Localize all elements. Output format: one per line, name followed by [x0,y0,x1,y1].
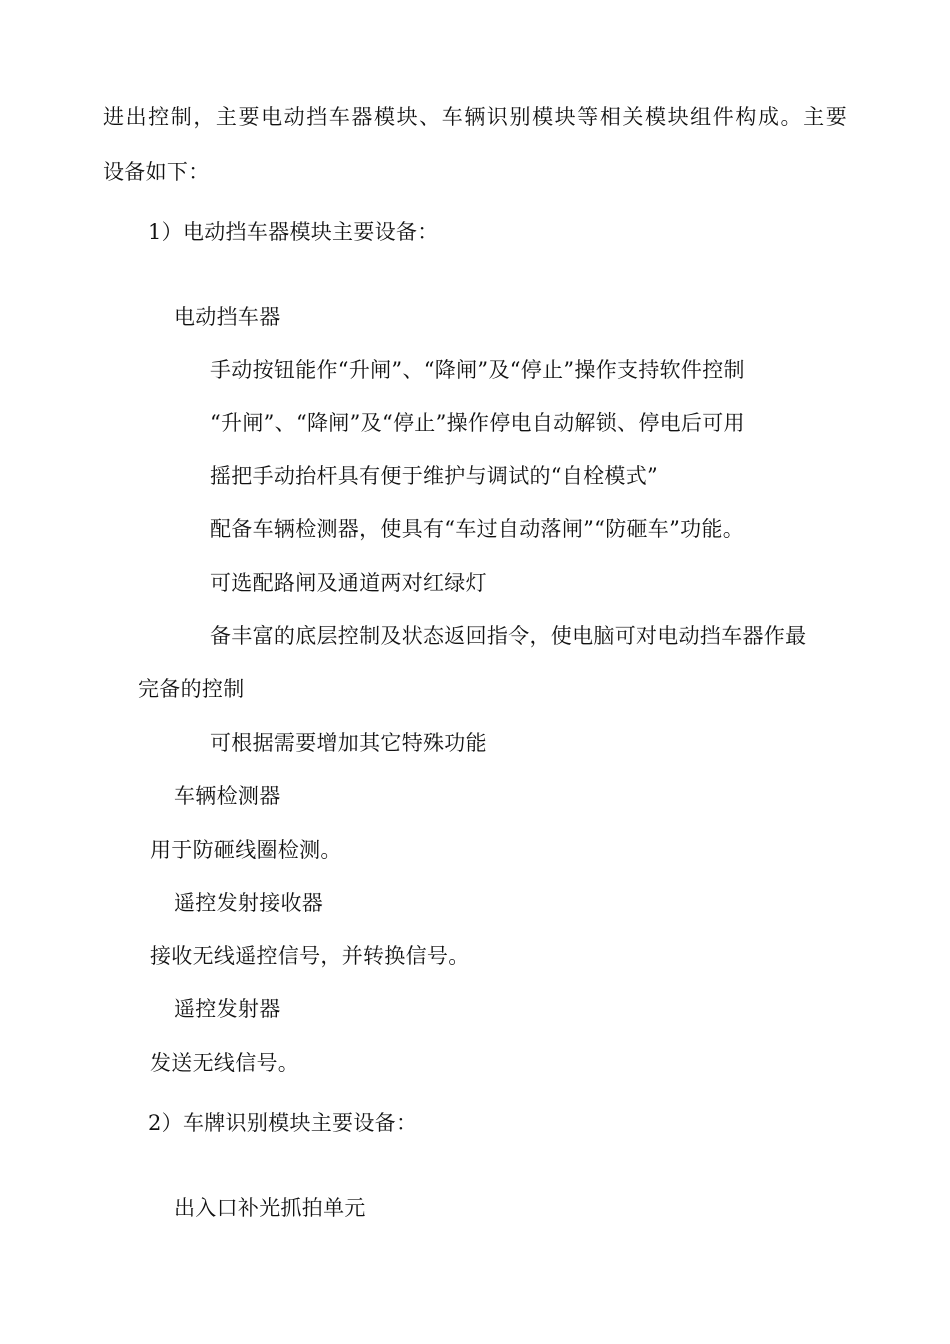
barrier-feature-5: 可选配路闸及通道两对红绿灯 [210,571,487,595]
detector-desc: 用于防砸线圈检测。 [150,838,342,862]
intro-line-1: 进出控制，主要电动挡车器模块、车辆识别模块等相关模块组件构成。主要 [103,105,847,129]
barrier-feature-1: 手动按钮能作“升闸”、“降闸”及“停止”操作支持软件控制 [210,358,745,382]
device-title-barrier: 电动挡车器 [174,305,281,329]
barrier-feature-7: 可根据需要增加其它特殊功能 [210,731,487,755]
barrier-feature-6: 备丰富的底层控制及状态返回指令，使电脑可对电动挡车器作最 [210,624,807,648]
barrier-feature-6-cont: 完备的控制 [138,677,245,701]
receiver-desc: 接收无线遥控信号，并转换信号。 [150,944,470,968]
transmitter-desc: 发送无线信号。 [150,1051,300,1075]
barrier-feature-3: 摇把手动抬杆具有便于维护与调试的“自栓模式” [210,464,659,488]
device-title-capture-unit: 出入口补光抓拍单元 [174,1196,366,1220]
device-title-receiver: 遥控发射接收器 [174,891,324,915]
intro-line-2: 设备如下： [103,160,210,184]
section-heading-1: 1）电动挡车器模块主要设备： [148,220,439,244]
section-heading-2: 2）车牌识别模块主要设备： [148,1111,418,1135]
device-title-detector: 车辆检测器 [174,784,281,808]
barrier-feature-2: “升闸”、“降闸”及“停止”操作停电自动解锁、停电后可用 [210,411,745,435]
barrier-feature-4: 配备车辆检测器，使具有“车过自动落闸”“防砸车”功能。 [210,517,745,541]
device-title-transmitter: 遥控发射器 [174,997,281,1021]
